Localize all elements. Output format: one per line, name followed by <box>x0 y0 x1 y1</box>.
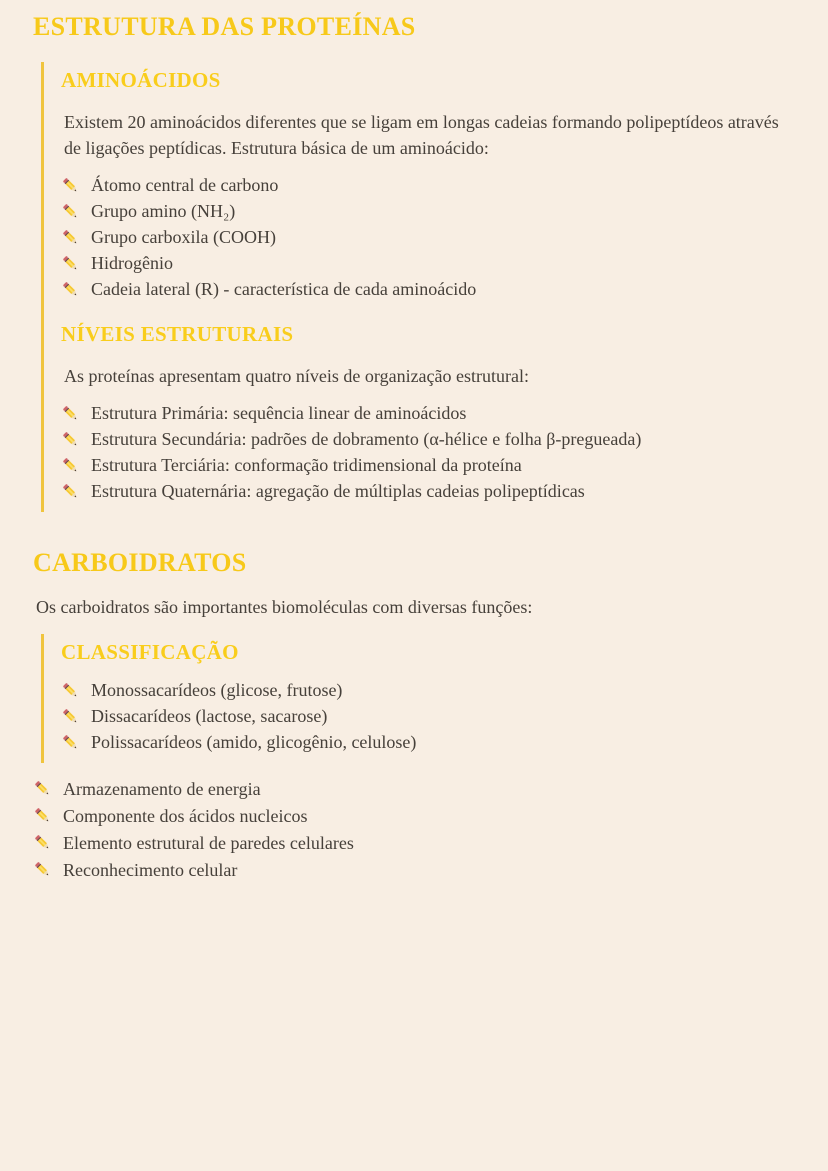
niveis-intro: As proteínas apresentam quatro níveis de organização estrutural: <box>64 366 530 386</box>
pencil-icon <box>61 254 80 273</box>
bullet-label: Cadeia lateral (R) - característica de cada aminoácido <box>91 279 477 299</box>
bullet-label: Polissacarídeos (amido, glicogênio, celulose) <box>91 732 417 752</box>
list-item <box>33 775 795 802</box>
heading-aminoacidos: AMINOÁCIDOS <box>61 68 221 92</box>
pencil-icon <box>33 806 52 825</box>
pencil-icon <box>61 456 80 475</box>
aminoacidos-intro: Existem 20 aminoácidos diferentes que se ligam em longas cadeias formando polipeptídeos através de ligações peptídicas. Estrutura básica de um aminoácido: <box>64 112 779 158</box>
list-item <box>61 198 795 224</box>
bullet-label: Estrutura Terciária: conformação tridimensional da proteína <box>91 455 522 475</box>
list-item <box>61 729 795 755</box>
bullet-label: Hidrogênio <box>91 253 173 273</box>
bullet-label: Grupo carboxila (COOH) <box>91 227 276 247</box>
pencil-icon <box>61 280 80 299</box>
pencil-icon <box>33 779 52 798</box>
pencil-icon <box>61 404 80 423</box>
list-item <box>33 829 795 856</box>
list-item <box>61 400 795 426</box>
pencil-icon <box>61 430 80 449</box>
bullet-label: Átomo central de carbono <box>91 175 279 195</box>
pencil-icon <box>61 482 80 501</box>
list-item <box>61 677 795 703</box>
bullet-label: Reconhecimento celular <box>63 859 238 880</box>
niveis-list <box>61 400 795 504</box>
list-item <box>61 426 795 452</box>
page-title-carboidratos: CARBOIDRATOS <box>33 548 247 577</box>
carboidratos-functions-list <box>33 775 795 883</box>
page-title-proteins: ESTRUTURA DAS PROTEÍNAS <box>33 12 416 41</box>
list-item <box>61 250 795 276</box>
bullet-label: Armazenamento de energia <box>63 778 261 799</box>
bullet-label: Monossacarídeos (glicose, frutose) <box>91 680 343 700</box>
bullet-label: Elemento estrutural de paredes celulares <box>63 832 354 853</box>
list-item <box>33 802 795 829</box>
bullet-label: Grupo amino (NH₂) <box>91 201 236 221</box>
classificacao-list <box>61 677 795 755</box>
carboidratos-intro: Os carboidratos são importantes biomoléculas com diversas funções: <box>36 597 533 617</box>
bullet-label: Estrutura Quaternária: agregação de múltiplas cadeias polipeptídicas <box>91 481 585 501</box>
pencil-icon <box>33 860 52 879</box>
classificacao-section-block <box>41 634 795 763</box>
pencil-icon <box>61 707 80 726</box>
pencil-icon <box>61 681 80 700</box>
proteins-section-block <box>41 62 795 512</box>
list-item <box>61 172 795 198</box>
list-item <box>61 703 795 729</box>
pencil-icon <box>61 228 80 247</box>
heading-niveis-estruturais: NÍVEIS ESTRUTURAIS <box>61 322 294 346</box>
heading-classificacao: CLASSIFICAÇÃO <box>61 640 239 664</box>
bullet-label: Componente dos ácidos nucleicos <box>63 805 308 826</box>
list-item <box>61 478 795 504</box>
bullet-label: Estrutura Primária: sequência linear de aminoácidos <box>91 403 467 423</box>
list-item <box>61 276 795 302</box>
aminoacidos-list <box>61 172 795 302</box>
list-item <box>61 224 795 250</box>
pencil-icon <box>61 733 80 752</box>
bullet-label: Dissacarídeos (lactose, sacarose) <box>91 706 328 726</box>
bullet-label: Estrutura Secundária: padrões de dobramento (α-hélice e folha β-pregueada) <box>91 429 642 449</box>
pencil-icon <box>61 202 80 221</box>
pencil-icon <box>33 833 52 852</box>
pencil-icon <box>61 176 80 195</box>
list-item <box>33 856 795 883</box>
list-item <box>61 452 795 478</box>
